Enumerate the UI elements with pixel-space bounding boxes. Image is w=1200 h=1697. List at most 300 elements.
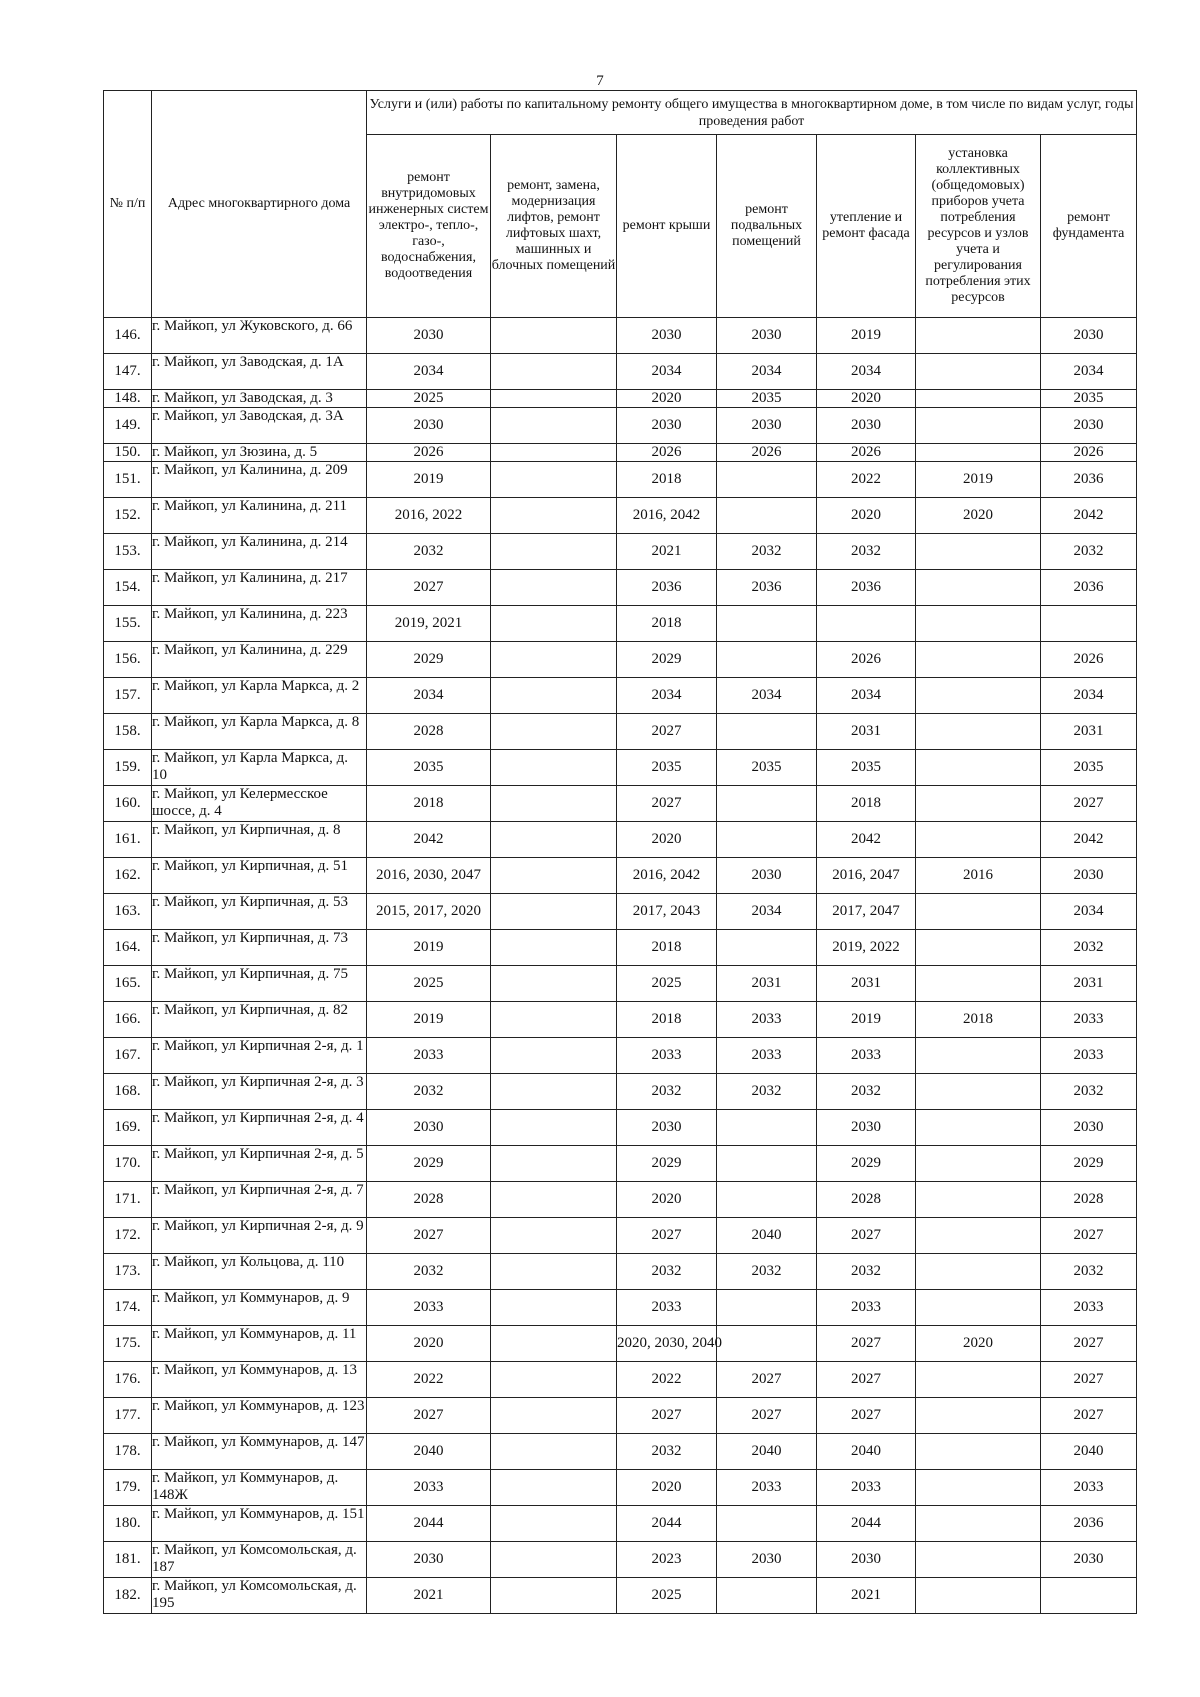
table-row [104, 750, 1137, 786]
row-address: г. Майкоп, ул Кирпичная, д. 53 [152, 894, 367, 930]
row-value [491, 1398, 617, 1434]
row-value: 2019 [817, 318, 916, 354]
row-value: 2030 [367, 408, 491, 444]
row-number: 175. [104, 1326, 152, 1362]
table-body [104, 318, 1137, 1614]
row-value: 2036 [817, 570, 916, 606]
row-value: 2029 [617, 1146, 717, 1182]
row-value [491, 1470, 617, 1506]
row-value: 2026 [1041, 642, 1137, 678]
table-row [104, 786, 1137, 822]
row-value [491, 1110, 617, 1146]
row-value: 2029 [617, 642, 717, 678]
table-row [104, 1074, 1137, 1110]
row-value [916, 390, 1041, 408]
row-value: 2027 [617, 786, 717, 822]
row-value: 2034 [817, 354, 916, 390]
row-value: 2018 [617, 930, 717, 966]
row-value [717, 1578, 817, 1614]
row-value [491, 786, 617, 822]
row-value [491, 1254, 617, 1290]
row-value: 2032 [817, 534, 916, 570]
row-address: г. Майкоп, ул Заводская, д. 1А [152, 354, 367, 390]
row-value: 2030 [367, 1542, 491, 1578]
row-value: 2032 [367, 1254, 491, 1290]
row-value [916, 786, 1041, 822]
row-value: 2019 [817, 1002, 916, 1038]
row-value [916, 1218, 1041, 1254]
row-value: 2019 [367, 930, 491, 966]
row-value [916, 1110, 1041, 1146]
header-service-facade: утепление и ремонт фасада [817, 135, 916, 318]
row-value: 2032 [367, 534, 491, 570]
header-address: Адрес многоквартирного дома [152, 91, 367, 318]
row-value: 2032 [1041, 1254, 1137, 1290]
row-address: г. Майкоп, ул Кирпичная, д. 75 [152, 966, 367, 1002]
row-value: 2030 [617, 1110, 717, 1146]
row-value [916, 1506, 1041, 1542]
row-number: 173. [104, 1254, 152, 1290]
row-address: г. Майкоп, ул Кирпичная 2-я, д. 7 [152, 1182, 367, 1218]
row-value [717, 1146, 817, 1182]
row-value [491, 894, 617, 930]
header-num: № п/п [104, 91, 152, 318]
row-value: 2033 [817, 1470, 916, 1506]
row-address: г. Майкоп, ул Зюзина, д. 5 [152, 444, 367, 462]
table-row [104, 354, 1137, 390]
header-services-group: Услуги и (или) работы по капитальному ремонту общего имущества в многоквартирном доме, в том числе по видам услуг, годы проведения работ [367, 91, 1137, 135]
row-value: 2027 [1041, 786, 1137, 822]
row-value: 2030 [817, 1110, 916, 1146]
row-address: г. Майкоп, ул Кирпичная 2-я, д. 1 [152, 1038, 367, 1074]
row-value [916, 1542, 1041, 1578]
table-row [104, 1506, 1137, 1542]
row-value: 2032 [717, 534, 817, 570]
row-value: 2034 [367, 678, 491, 714]
table-row [104, 1038, 1137, 1074]
row-value: 2016, 2047 [817, 858, 916, 894]
row-value: 2027 [717, 1398, 817, 1434]
row-value [491, 678, 617, 714]
row-address: г. Майкоп, ул Коммунаров, д. 11 [152, 1326, 367, 1362]
row-value: 2020 [617, 390, 717, 408]
row-value [491, 570, 617, 606]
row-value [717, 786, 817, 822]
row-number: 162. [104, 858, 152, 894]
row-number: 177. [104, 1398, 152, 1434]
row-value: 2033 [1041, 1002, 1137, 1038]
row-value: 2027 [367, 1218, 491, 1254]
row-value: 2027 [817, 1362, 916, 1398]
row-value: 2022 [617, 1362, 717, 1398]
header-service-basement: ремонт подвальных помещений [717, 135, 817, 318]
row-value: 2033 [367, 1038, 491, 1074]
row-value [491, 1218, 617, 1254]
table-row [104, 966, 1137, 1002]
row-value [491, 1074, 617, 1110]
row-number: 147. [104, 354, 152, 390]
row-value [491, 1506, 617, 1542]
row-value: 2016, 2042 [617, 498, 717, 534]
row-value [491, 408, 617, 444]
row-value [491, 462, 617, 498]
row-value: 2022 [817, 462, 916, 498]
row-value: 2033 [717, 1002, 817, 1038]
row-address: г. Майкоп, ул Комсомольская, д. 195 [152, 1578, 367, 1614]
row-number: 182. [104, 1578, 152, 1614]
row-value: 2030 [1041, 1542, 1137, 1578]
row-value: 2027 [617, 1398, 717, 1434]
row-value [717, 1182, 817, 1218]
row-number: 151. [104, 462, 152, 498]
row-value: 2032 [1041, 930, 1137, 966]
row-value [717, 1290, 817, 1326]
row-value: 2034 [1041, 894, 1137, 930]
row-address: г. Майкоп, ул Кирпичная 2-я, д. 5 [152, 1146, 367, 1182]
table-row [104, 1146, 1137, 1182]
row-value: 2026 [367, 444, 491, 462]
row-value [717, 930, 817, 966]
row-number: 152. [104, 498, 152, 534]
row-value: 2028 [367, 714, 491, 750]
row-value [916, 930, 1041, 966]
row-value [491, 1146, 617, 1182]
row-value [717, 606, 817, 642]
row-value [916, 714, 1041, 750]
row-value: 2030 [617, 318, 717, 354]
row-value: 2033 [1041, 1290, 1137, 1326]
table-row [104, 444, 1137, 462]
row-value [491, 930, 617, 966]
table-row [104, 714, 1137, 750]
row-value [491, 966, 617, 1002]
row-number: 180. [104, 1506, 152, 1542]
row-value [916, 894, 1041, 930]
row-value: 2027 [717, 1362, 817, 1398]
table-row [104, 1218, 1137, 1254]
row-value: 2027 [817, 1326, 916, 1362]
table-row [104, 390, 1137, 408]
row-value: 2019, 2021 [367, 606, 491, 642]
row-number: 167. [104, 1038, 152, 1074]
row-value: 2036 [1041, 1506, 1137, 1542]
row-value: 2044 [367, 1506, 491, 1542]
table-row [104, 858, 1137, 894]
row-number: 154. [104, 570, 152, 606]
row-address: г. Майкоп, ул Калинина, д. 223 [152, 606, 367, 642]
row-value: 2034 [617, 354, 717, 390]
row-value: 2018 [617, 1002, 717, 1038]
row-value: 2044 [617, 1506, 717, 1542]
row-value [491, 606, 617, 642]
row-value: 2032 [617, 1434, 717, 1470]
row-value: 2028 [367, 1182, 491, 1218]
row-value [916, 678, 1041, 714]
row-value [491, 1578, 617, 1614]
row-number: 179. [104, 1470, 152, 1506]
row-value: 2016 [916, 858, 1041, 894]
row-number: 172. [104, 1218, 152, 1254]
row-number: 155. [104, 606, 152, 642]
row-number: 157. [104, 678, 152, 714]
row-value: 2033 [1041, 1470, 1137, 1506]
row-value: 2032 [617, 1254, 717, 1290]
row-value: 2017, 2043 [617, 894, 717, 930]
row-number: 163. [104, 894, 152, 930]
row-value: 2030 [1041, 858, 1137, 894]
row-value: 2020 [367, 1326, 491, 1362]
row-value: 2030 [717, 858, 817, 894]
row-value [491, 642, 617, 678]
row-value: 2020 [617, 1182, 717, 1218]
row-value: 2034 [367, 354, 491, 390]
row-address: г. Майкоп, ул Кирпичная 2-я, д. 9 [152, 1218, 367, 1254]
table-row [104, 1578, 1137, 1614]
row-value: 2032 [717, 1254, 817, 1290]
row-value: 2026 [1041, 444, 1137, 462]
row-value: 2042 [817, 822, 916, 858]
row-value [916, 570, 1041, 606]
row-value: 2019, 2022 [817, 930, 916, 966]
row-value [916, 318, 1041, 354]
row-value [1041, 1578, 1137, 1614]
row-number: 158. [104, 714, 152, 750]
row-address: г. Майкоп, ул Коммунаров, д. 123 [152, 1398, 367, 1434]
row-value: 2030 [717, 1542, 817, 1578]
row-value [491, 318, 617, 354]
row-value [916, 1398, 1041, 1434]
row-value: 2029 [367, 1146, 491, 1182]
row-value: 2018 [817, 786, 916, 822]
row-value: 2031 [1041, 714, 1137, 750]
row-value: 2026 [817, 444, 916, 462]
row-value: 2030 [367, 318, 491, 354]
row-value: 2015, 2017, 2020 [367, 894, 491, 930]
row-address: г. Майкоп, ул Келермесское шоссе, д. 4 [152, 786, 367, 822]
row-address: г. Майкоп, ул Калинина, д. 217 [152, 570, 367, 606]
row-value: 2040 [1041, 1434, 1137, 1470]
row-value: 2033 [367, 1470, 491, 1506]
row-value [491, 1362, 617, 1398]
page-number: 7 [596, 73, 604, 89]
row-value: 2040 [367, 1434, 491, 1470]
row-value: 2042 [1041, 822, 1137, 858]
row-value: 2030 [367, 1110, 491, 1146]
row-value: 2032 [367, 1074, 491, 1110]
row-value: 2026 [817, 642, 916, 678]
row-value [491, 534, 617, 570]
table-row [104, 606, 1137, 642]
row-value: 2021 [817, 1578, 916, 1614]
table-row [104, 1254, 1137, 1290]
row-value: 2032 [1041, 1074, 1137, 1110]
row-value [916, 966, 1041, 1002]
row-address: г. Майкоп, ул Калинина, д. 214 [152, 534, 367, 570]
row-value: 2031 [1041, 966, 1137, 1002]
row-value [491, 498, 617, 534]
table-row [104, 1362, 1137, 1398]
row-value: 2030 [1041, 1110, 1137, 1146]
row-value: 2027 [367, 1398, 491, 1434]
row-value: 2034 [617, 678, 717, 714]
row-value: 2027 [817, 1398, 916, 1434]
row-number: 168. [104, 1074, 152, 1110]
row-value [916, 606, 1041, 642]
row-value [916, 1362, 1041, 1398]
row-address: г. Майкоп, ул Заводская, д. 3А [152, 408, 367, 444]
row-value: 2035 [1041, 750, 1137, 786]
row-value: 2017, 2047 [817, 894, 916, 930]
row-value: 2027 [367, 570, 491, 606]
row-address: г. Майкоп, ул Жуковского, д. 66 [152, 318, 367, 354]
row-value: 2036 [617, 570, 717, 606]
row-value: 2021 [367, 1578, 491, 1614]
row-value: 2034 [1041, 354, 1137, 390]
row-value: 2019 [367, 462, 491, 498]
table-row [104, 1002, 1137, 1038]
row-value: 2030 [717, 408, 817, 444]
row-value: 2031 [817, 966, 916, 1002]
row-value: 2040 [817, 1434, 916, 1470]
row-value [717, 714, 817, 750]
row-value [916, 534, 1041, 570]
row-value [491, 714, 617, 750]
row-value: 2026 [617, 444, 717, 462]
row-number: 170. [104, 1146, 152, 1182]
row-value [916, 1146, 1041, 1182]
row-address: г. Майкоп, ул Коммунаров, д. 13 [152, 1362, 367, 1398]
row-value [916, 444, 1041, 462]
row-value: 2018 [617, 606, 717, 642]
row-number: 160. [104, 786, 152, 822]
row-address: г. Майкоп, ул Кирпичная, д. 82 [152, 1002, 367, 1038]
row-value: 2030 [1041, 318, 1137, 354]
row-address: г. Майкоп, ул Карла Маркса, д. 10 [152, 750, 367, 786]
row-address: г. Майкоп, ул Калинина, д. 209 [152, 462, 367, 498]
row-value: 2027 [1041, 1218, 1137, 1254]
row-value: 2034 [717, 678, 817, 714]
row-value: 2020 [916, 1326, 1041, 1362]
row-value: 2030 [1041, 408, 1137, 444]
table-row [104, 1542, 1137, 1578]
row-value: 2029 [367, 642, 491, 678]
table-row [104, 1326, 1137, 1362]
row-value: 2019 [916, 462, 1041, 498]
row-number: 166. [104, 1002, 152, 1038]
row-number: 176. [104, 1362, 152, 1398]
row-number: 181. [104, 1542, 152, 1578]
row-value: 2035 [817, 750, 916, 786]
row-value [916, 642, 1041, 678]
header-service-engineering: ремонт внутридомовых инженерных систем электро-, тепло-, газо-, водоснабжения, водоотведения [367, 135, 491, 318]
row-address: г. Майкоп, ул Заводская, д. 3 [152, 390, 367, 408]
row-value: 2036 [1041, 462, 1137, 498]
row-value: 2044 [817, 1506, 916, 1542]
row-value [491, 750, 617, 786]
row-value [717, 1326, 817, 1362]
row-value: 2035 [617, 750, 717, 786]
row-value: 2029 [817, 1146, 916, 1182]
row-value [491, 1290, 617, 1326]
table-header [104, 91, 1137, 318]
row-value: 2028 [817, 1182, 916, 1218]
row-value: 2020 [916, 498, 1041, 534]
row-address: г. Майкоп, ул Карла Маркса, д. 2 [152, 678, 367, 714]
table-row [104, 1182, 1137, 1218]
row-value [916, 1470, 1041, 1506]
row-value: 2032 [617, 1074, 717, 1110]
row-value: 2033 [617, 1038, 717, 1074]
row-value [491, 822, 617, 858]
row-value: 2025 [617, 966, 717, 1002]
header-service-foundation: ремонт фундамента [1041, 135, 1137, 318]
row-value: 2040 [717, 1218, 817, 1254]
row-value [916, 1578, 1041, 1614]
table-row [104, 534, 1137, 570]
row-number: 178. [104, 1434, 152, 1470]
row-value: 2036 [1041, 570, 1137, 606]
row-value: 2019 [367, 1002, 491, 1038]
row-value: 2033 [617, 1290, 717, 1326]
row-address: г. Майкоп, ул Кирпичная 2-я, д. 3 [152, 1074, 367, 1110]
row-address: г. Майкоп, ул Кирпичная, д. 51 [152, 858, 367, 894]
row-number: 169. [104, 1110, 152, 1146]
row-value: 2016, 2022 [367, 498, 491, 534]
row-address: г. Майкоп, ул Комсомольская, д. 187 [152, 1542, 367, 1578]
row-value: 2025 [367, 390, 491, 408]
row-address: г. Майкоп, ул Кирпичная 2-я, д. 4 [152, 1110, 367, 1146]
row-value: 2026 [717, 444, 817, 462]
row-value: 2022 [367, 1362, 491, 1398]
row-value: 2020 [817, 498, 916, 534]
row-number: 159. [104, 750, 152, 786]
row-value [717, 1110, 817, 1146]
row-value: 2042 [1041, 498, 1137, 534]
row-value: 2040 [717, 1434, 817, 1470]
row-value [717, 1506, 817, 1542]
row-number: 150. [104, 444, 152, 462]
row-value: 2033 [367, 1290, 491, 1326]
row-value: 2027 [617, 1218, 717, 1254]
row-address: г. Майкоп, ул Коммунаров, д. 151 [152, 1506, 367, 1542]
row-value [717, 462, 817, 498]
capital-repair-table [103, 90, 1137, 1614]
row-value: 2042 [367, 822, 491, 858]
row-value [717, 498, 817, 534]
row-value: 2027 [817, 1218, 916, 1254]
row-number: 161. [104, 822, 152, 858]
row-value: 2033 [717, 1470, 817, 1506]
row-value: 2032 [1041, 534, 1137, 570]
row-value: 2035 [367, 750, 491, 786]
row-value [491, 1182, 617, 1218]
row-value: 2030 [717, 318, 817, 354]
row-address: г. Майкоп, ул Кирпичная, д. 8 [152, 822, 367, 858]
row-value: 2032 [817, 1254, 916, 1290]
row-value: 2033 [717, 1038, 817, 1074]
header-service-elevators: ремонт, замена, модернизация лифтов, ремонт лифтовых шахт, машинных и блочных помещений [491, 135, 617, 318]
table-row [104, 318, 1137, 354]
row-value: 2027 [617, 714, 717, 750]
row-value [717, 822, 817, 858]
row-value: 2036 [717, 570, 817, 606]
row-value [916, 408, 1041, 444]
row-number: 153. [104, 534, 152, 570]
row-address: г. Майкоп, ул Калинина, д. 211 [152, 498, 367, 534]
row-value: 2030 [817, 1542, 916, 1578]
row-number: 146. [104, 318, 152, 354]
row-value [491, 1542, 617, 1578]
